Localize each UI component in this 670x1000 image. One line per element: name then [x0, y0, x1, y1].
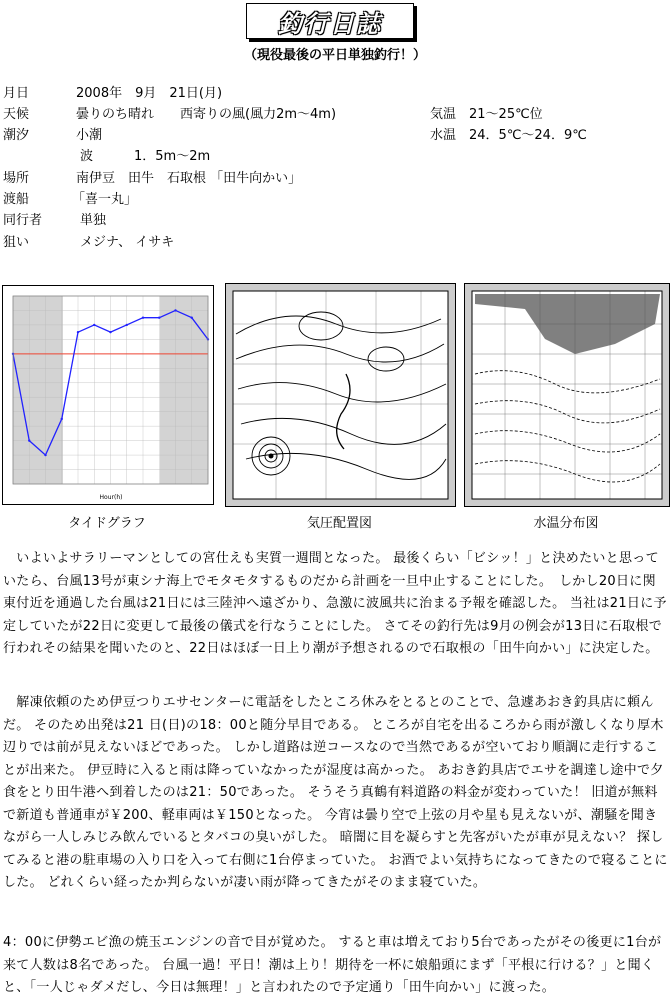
wave-value: 1．5m〜2m: [134, 149, 211, 164]
paragraph-2: 解凍依頼のため伊豆つりエサセンターに電話をしたところ休みをとるとのことで、急遽あおき釣具店に頼んだ。 そのため出発は21 日(日)の18：00と随分早目である。 ところが自宅を出るころから雨が激しくなり厚木辺りでは前が見えないほどであった。 しかし道路は逆コースなので当然であるが空いており順調に走行することが出来た。 伊豆時に入ると雨は降っていなかったが湿度は高かった。 あおき釣具店でエサを調達し途中で夕食をとり田牛港へ到着したのは21：50であった。 そうそう真鶴有料道路の料金が変わっていた！ 旧道が無料で新道も普通車が￥200、軽車両は￥150となった。 今宵は曇り空で上弦の月や星も見えないが、潮騒を聞きながら一人しみじみ飲んでいるとタバコの臭いがした。 暗闇に目を凝らすと先客がいたが車が見えない？ 探してみると港の駐車場の入り口を入って右側に1台停まっていた。 お酒でよい気持ちになってきたので寝ることにした。 どれくらい経ったか判らないが凄い雨が降ってきたがそのまま寝ていた。: [3, 695, 668, 890]
water-temp-map-caption: 水温分布図: [533, 516, 599, 531]
target-label: 狙い: [3, 235, 30, 250]
paragraph-3: 4：00に伊勢エビ漁の焼玉エンジンの音で目が覚めた。 すると車は増えており5台であったがその後更に1台が来て人数は8名であった。 台風一過！平日！潮は上り！期待を一杯に娘船頭にまず「平根に行ける？」と聞くと、「一人じゃダメだし、今日は無理！」と言われたので予定通り「田牛向かい」に渡った。: [3, 935, 662, 995]
pressure-map-caption: 気圧配置図: [306, 516, 372, 531]
tide-graph-caption: タイドグラフ: [68, 516, 146, 531]
water-temp-map-svg: [465, 284, 669, 506]
tide-value: 小潮: [76, 128, 103, 143]
tide-point: [44, 454, 46, 456]
title-box: [246, 3, 414, 39]
weather-value: 曇りのち晴れ 西寄りの風(風力2m〜4m): [76, 107, 337, 122]
companion-value: 単独: [80, 213, 107, 228]
tide-point: [93, 324, 95, 326]
boat-label: 渡船: [3, 192, 30, 207]
boat-value: 「喜一丸」: [72, 192, 138, 207]
page-title: 釣行日誌: [278, 8, 382, 38]
wave-label: 波: [80, 149, 94, 164]
paragraph-1: いよいよサラリーマンとしての宮仕えも実質一週間となった。 最後くらい「ビシッ！」と決めたいと思っていたら、台風13号が東シナ海上でモタモタするものだから計画を一旦中止することにした。 しかし20日に関東付近を通過した台風は21日には三陸沖へ遠ざかり、急激に波風共に治まる予報を確認した。 当社は21日に予定していたが22日に変更して最後の儀式を行なうことにした。 さてその釣行先は9月の例会が13日に石取根で行われその結果を聞いたのと、22日はほぼ一日上り潮が予想されるので石取根の「田牛向かい」に決定した。: [3, 551, 667, 656]
tide-point: [126, 324, 128, 326]
tide-point: [191, 316, 193, 318]
tide-graph: [2, 285, 214, 505]
tide-chart-svg: [3, 286, 213, 504]
tide-point: [174, 309, 176, 311]
tide-point: [142, 316, 144, 318]
date-label: 月日: [3, 86, 30, 101]
place-value: 南伊豆 田牛 石取根 「田牛向かい」: [76, 171, 302, 186]
pressure-map-svg: [226, 284, 455, 506]
tide-point: [77, 331, 79, 333]
tide-point: [109, 331, 111, 333]
tide-point: [158, 316, 160, 318]
tide-point: [28, 439, 30, 441]
tide-point: [61, 418, 63, 420]
title-banner: [246, 3, 414, 39]
pressure-map: [225, 283, 456, 507]
air-temp: 気温 21〜25℃位: [430, 107, 543, 122]
date-value: 2008年 9月 21日(月): [76, 86, 223, 101]
place-label: 場所: [3, 171, 30, 186]
tide-xlabel: Hour(h): [99, 494, 123, 501]
weather-label: 天候: [3, 107, 30, 122]
water-temp: 水温 24．5℃〜24．9℃: [430, 128, 587, 143]
page-subtitle: （現役最後の平日単独釣行！）: [243, 48, 426, 63]
tide-label: 潮汐: [3, 128, 30, 143]
companion-label: 同行者: [3, 213, 43, 228]
target-value: メジナ、 イサキ: [80, 235, 175, 250]
water-temp-map: [464, 283, 670, 507]
